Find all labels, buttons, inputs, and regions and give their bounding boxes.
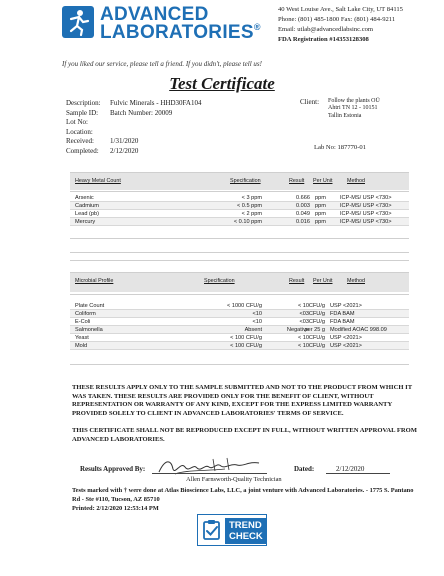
lab-number: Lab No: 187770-01 bbox=[314, 144, 367, 151]
dated-line bbox=[326, 473, 390, 474]
heavy-metals-rows bbox=[70, 194, 409, 226]
table-cell: < 1000 CFU/g bbox=[227, 303, 262, 309]
table-cell: ppm bbox=[315, 203, 326, 209]
table-cell: USP <2021> bbox=[330, 343, 362, 349]
table-cell: <03 bbox=[299, 319, 309, 325]
table-cell: < 10 bbox=[297, 303, 309, 309]
table-cell: E-Coli bbox=[75, 319, 91, 325]
table-cell: Cadmium bbox=[75, 203, 99, 209]
table-row bbox=[70, 302, 409, 310]
table-cell: Modified AOAC 998.09 bbox=[330, 327, 387, 333]
table-cell: CFU/g bbox=[308, 303, 325, 309]
completed-value: 2/12/2020 bbox=[110, 146, 139, 155]
trend-check-badge[interactable] bbox=[197, 514, 267, 546]
table-cell: < 100 CFU/g bbox=[230, 343, 262, 349]
sample-id-value: Batch Number: 20009 bbox=[110, 108, 173, 117]
info-values bbox=[110, 99, 201, 157]
table-row bbox=[70, 218, 409, 226]
brand-name-line2: LABORATORIES® bbox=[100, 22, 261, 43]
printed-timestamp: Printed: 2/12/2020 12:53:14 PM bbox=[72, 505, 159, 512]
lab-address: 40 West Louise Ave., Salt Lake City, UT 84115 Phone: (801) 485-1800 Fax: (801) 484-9211 Email: utlab@advancedlabsinc.com FDA Registration #14353128308 bbox=[278, 6, 403, 43]
table-cell: < 3 ppm bbox=[241, 195, 262, 201]
table-row bbox=[70, 326, 409, 334]
table-cell: CFU/g bbox=[308, 343, 325, 349]
table-cell: ICP-MS/ USP <730> bbox=[340, 203, 392, 209]
trend-check-label: TREND CHECK bbox=[225, 518, 267, 544]
table-cell: 0.666 bbox=[296, 195, 310, 201]
table-cell: < 2 ppm bbox=[241, 211, 262, 217]
approver-name: Allen Farnsworth-Quality Technician bbox=[186, 476, 282, 483]
table-row bbox=[70, 202, 409, 210]
info-labels: Description: Sample ID: Lot No: Location: Received: Completed: bbox=[66, 99, 101, 155]
dated-value: 2/12/2020 bbox=[336, 465, 365, 473]
table-cell: <10 bbox=[252, 319, 262, 325]
table-cell: Mercury bbox=[75, 219, 96, 225]
table-cell: CFU/g bbox=[308, 319, 325, 325]
table-cell: CFU/g bbox=[308, 335, 325, 341]
lot-no-value bbox=[110, 118, 201, 128]
disclaimer-reproduction: THIS CERTIFICATE SHALL NOT BE REPRODUCED EXCEPT IN FULL, WITHOUT WRITTEN APPROVAL FROM ADVANCED LABORATORIES. bbox=[72, 427, 417, 443]
runner-logo-icon bbox=[62, 6, 94, 38]
table-cell: ppm bbox=[315, 195, 326, 201]
disclaimer-results: THESE RESULTS APPLY ONLY TO THE SAMPLE SUBMITTED AND NOT TO THE PRODUCT FROM WHICH IT WAS TAKEN. THESE RESULTS ARE PROVIDED ONLY FOR THE BENEFIT OF CLIENT, WITHOUT REPRESENTATION OR WARRANTY OF ANY KIND, EXCEPT FOR THE EXPRESS LIMITED WARRANTY PROVIDED SOLELY TO CLIENT IN ADVANCED LABORATORIES' TERMS OF SERVICE. bbox=[72, 384, 412, 417]
table-cell: < 0.10 ppm bbox=[233, 219, 262, 225]
location-value bbox=[110, 128, 201, 138]
table-cell: ppm bbox=[315, 211, 326, 217]
table-row bbox=[70, 318, 409, 326]
table-cell: < 100 CFU/g bbox=[230, 335, 262, 341]
table-cell: Mold bbox=[75, 343, 88, 349]
table-cell: ppm bbox=[315, 219, 326, 225]
table-cell: 0.003 bbox=[296, 203, 310, 209]
table-cell: <10 bbox=[252, 311, 262, 317]
client-label: Client: bbox=[300, 98, 320, 106]
table-row bbox=[70, 342, 409, 350]
table-cell: <03 bbox=[299, 311, 309, 317]
received-value: 1/31/2020 bbox=[110, 137, 139, 146]
brand-name-line1: ADVANCED bbox=[100, 4, 209, 25]
table-cell: Salmonella bbox=[75, 327, 103, 333]
table-cell: 0.016 bbox=[296, 219, 310, 225]
table-cell: USP <2021> bbox=[330, 303, 362, 309]
table-cell: < 0.5 ppm bbox=[236, 203, 262, 209]
table-cell: Yeast bbox=[75, 335, 89, 341]
table-cell: Lead (pb) bbox=[75, 211, 99, 217]
table-cell: Plate Count bbox=[75, 303, 105, 309]
table-cell: FDA BAM bbox=[330, 319, 355, 325]
table-cell: Coliform bbox=[75, 311, 96, 317]
microbial-rows bbox=[70, 302, 409, 350]
table-cell: FDA BAM bbox=[330, 311, 355, 317]
page-title: Test Certificate bbox=[169, 74, 275, 93]
table-cell: 0.049 bbox=[296, 211, 310, 217]
signature-line bbox=[152, 473, 267, 474]
table-row bbox=[70, 310, 409, 318]
table-header: Heavy Metal Count Specification Result Per Unit Method bbox=[70, 172, 409, 190]
description-value: Fulvic Minerals - HHD30FA104 bbox=[110, 99, 202, 107]
table-cell: ICP-MS/ USP <730> bbox=[340, 211, 392, 217]
microbial-table bbox=[70, 272, 409, 372]
table-cell: ICP-MS/ USP <730> bbox=[340, 219, 392, 225]
table-cell: Absent bbox=[244, 327, 262, 333]
table-cell: USP <2021> bbox=[330, 335, 362, 341]
heavy-metals-table bbox=[70, 172, 409, 262]
table-cell: < 10 bbox=[297, 343, 309, 349]
table-cell: < 10 bbox=[297, 335, 309, 341]
checkmark-clipboard-icon bbox=[201, 519, 223, 541]
dated-label: Dated: bbox=[294, 465, 315, 473]
table-row bbox=[70, 210, 409, 218]
table-cell: per 25 g bbox=[304, 327, 325, 333]
table-row bbox=[70, 334, 409, 342]
approved-by-label: Results Approved By: bbox=[80, 465, 146, 473]
footnote: Tests marked with † were done at Atlas Bioscience Labs, LLC, a joint venture with Advanced Laboratories. - 1775 S. Pantano Rd - Ste #110, Tucson, AZ 85710 bbox=[72, 487, 414, 503]
table-row bbox=[70, 194, 409, 202]
table-header: Microbial Profile Specification Result Per Unit Method bbox=[70, 272, 409, 292]
table-cell: ICP-MS/ USP <730> bbox=[340, 195, 392, 201]
table-cell: CFU/g bbox=[308, 311, 325, 317]
client-address: Follow the plants OÜ Ahtri TN 12 - 10151 Tallin Estonia bbox=[328, 98, 380, 119]
table-cell: Arsenic bbox=[75, 195, 94, 201]
tagline: If you liked our service, please tell a friend. If you didn't, please tell us! bbox=[62, 60, 262, 68]
table-cell: Negative bbox=[286, 327, 309, 333]
